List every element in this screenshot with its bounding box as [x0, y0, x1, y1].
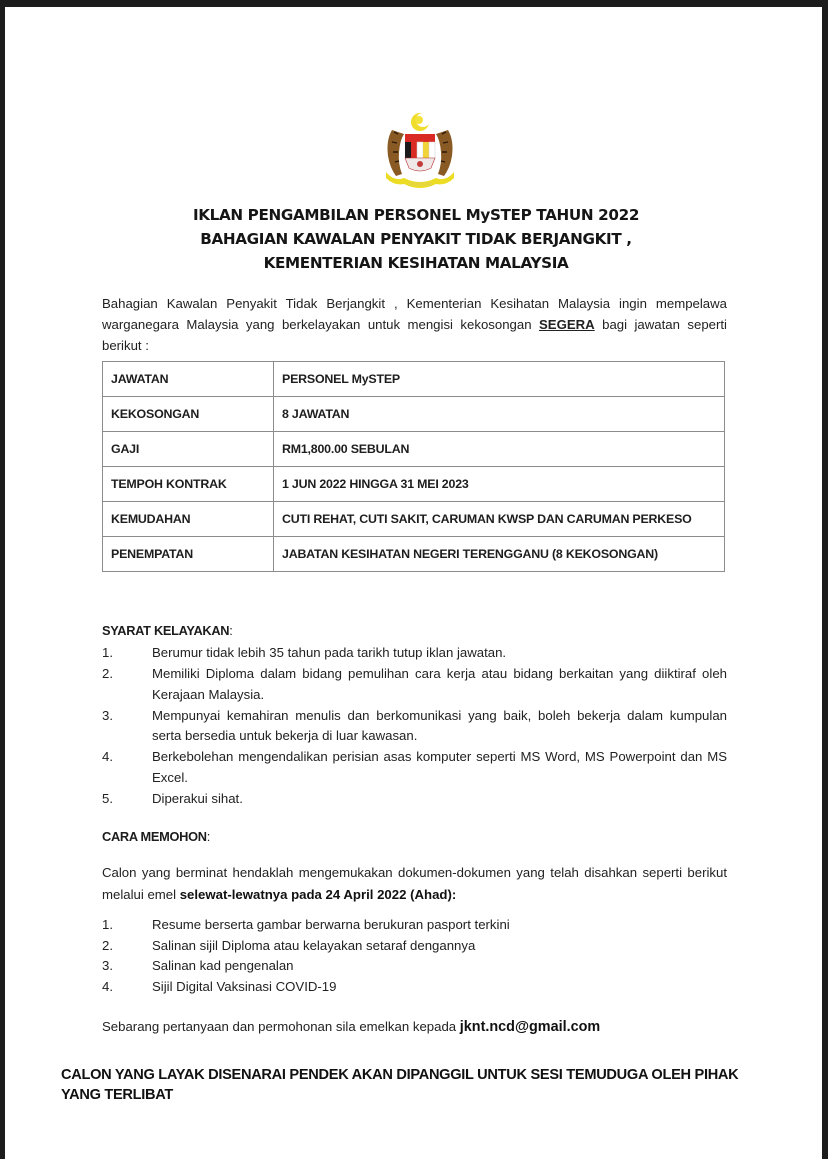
- contact-line: Sebarang pertanyaan dan permohonan sila emelkan kepada jknt.ncd@gmail.com: [102, 1019, 601, 1035]
- list-item: 5. Diperakui sihat.: [102, 790, 243, 806]
- list-item: 4. Berkebolehan mengendalikan perisian asas komputer seperti MS Word, MS Powerpoint dan MS Excel.: [102, 749, 727, 785]
- row-label: KEKOSONGAN: [103, 397, 274, 432]
- row-value: CUTI REHAT, CUTI SAKIT, CARUMAN KWSP DAN CARUMAN PERKESO: [274, 502, 725, 537]
- intro-paragraph: [102, 293, 727, 356]
- contact-email-link[interactable]: jknt.ncd@gmail.com: [459, 1019, 601, 1035]
- row-label: JAWATAN: [103, 362, 274, 397]
- list-item: 3. Salinan kad pengenalan: [102, 958, 294, 973]
- application-paragraph: Calon yang berminat hendaklah mengemukakan dokumen-dokumen yang telah disahkan seperti berikut melalui emel selewat-lewatnya pada 24 April 2022 (Ahad):: [102, 865, 727, 902]
- row-value: PERSONEL MySTEP: [274, 362, 725, 397]
- row-label: TEMPOH KONTRAK: [103, 467, 274, 502]
- application-heading: CARA MEMOHON:: [102, 829, 210, 844]
- row-value: 1 JUN 2022 HINGGA 31 MEI 2023: [274, 467, 725, 502]
- closing-notice: CALON YANG LAYAK DISENARAI PENDEK AKAN DIPANGGIL UNTUK SESI TEMUDUGA OLEH PIHAK YANG TERLIBAT: [61, 1067, 739, 1103]
- list-item: 2. Memiliki Diploma dalam bidang pemulihan cara kerja atau bidang berkaitan yang diiktiraf oleh Kerajaan Malaysia.: [102, 666, 727, 702]
- table-row: [103, 432, 725, 467]
- requirements-heading: SYARAT KELAYAKAN:: [102, 623, 233, 638]
- intro-text-after: bagi jawatan seperti berikut :: [102, 317, 727, 353]
- table-row: [103, 537, 725, 572]
- row-label: GAJI: [103, 432, 274, 467]
- table-row: [103, 397, 725, 432]
- title-line-2: BAHAGIAN KAWALAN PENYAKIT TIDAK BERJANGKIT ,: [200, 230, 632, 248]
- documents-list: [102, 915, 727, 997]
- table-row: [103, 467, 725, 502]
- document-title: [5, 203, 827, 275]
- row-value: RM1,800.00 SEBULAN: [274, 432, 725, 467]
- list-item: 2. Salinan sijil Diploma atau kelayakan setaraf dengannya: [102, 937, 476, 953]
- list-item: 1. Berumur tidak lebih 35 tahun pada tarikh tutup iklan jawatan.: [102, 645, 507, 660]
- title-line-3: KEMENTERIAN KESIHATAN MALAYSIA: [263, 254, 569, 272]
- list-item: 1. Resume berserta gambar berwarna berukuran pasport terkini: [102, 917, 510, 932]
- job-info-table: [102, 361, 725, 572]
- table-row: [103, 362, 725, 397]
- deadline-text: selewat-lewatnya pada 24 April 2022 (Ahad):: [179, 887, 457, 902]
- list-item: 4. Sijil Digital Vaksinasi COVID-19: [102, 978, 337, 994]
- row-value: JABATAN KESIHATAN NEGERI TERENGGANU (8 KEKOSONGAN): [274, 537, 725, 572]
- malaysia-coat-of-arms-icon: [378, 110, 462, 192]
- intro-emphasis: SEGERA: [538, 317, 595, 332]
- row-value: 8 JAWATAN: [274, 397, 725, 432]
- requirements-list: [102, 643, 727, 810]
- intro-text-before: Bahagian Kawalan Penyakit Tidak Berjangkit , Kementerian Kesihatan Malaysia ingin mempelawa warganegara Malaysia yang berkelayakan untuk mengisi kekosongan: [102, 296, 727, 332]
- list-item: 3. Mempunyai kemahiran menulis dan berkomunikasi yang baik, boleh bekerja dalam kumpulan serta bersedia untuk bekerja di luar kawasan.: [102, 707, 727, 743]
- row-label: PENEMPATAN: [103, 537, 274, 572]
- title-line-1: IKLAN PENGAMBILAN PERSONEL MySTEP TAHUN 2022: [192, 206, 640, 224]
- table-row: [103, 502, 725, 537]
- document-page: [5, 7, 822, 1159]
- row-label: KEMUDAHAN: [103, 502, 274, 537]
